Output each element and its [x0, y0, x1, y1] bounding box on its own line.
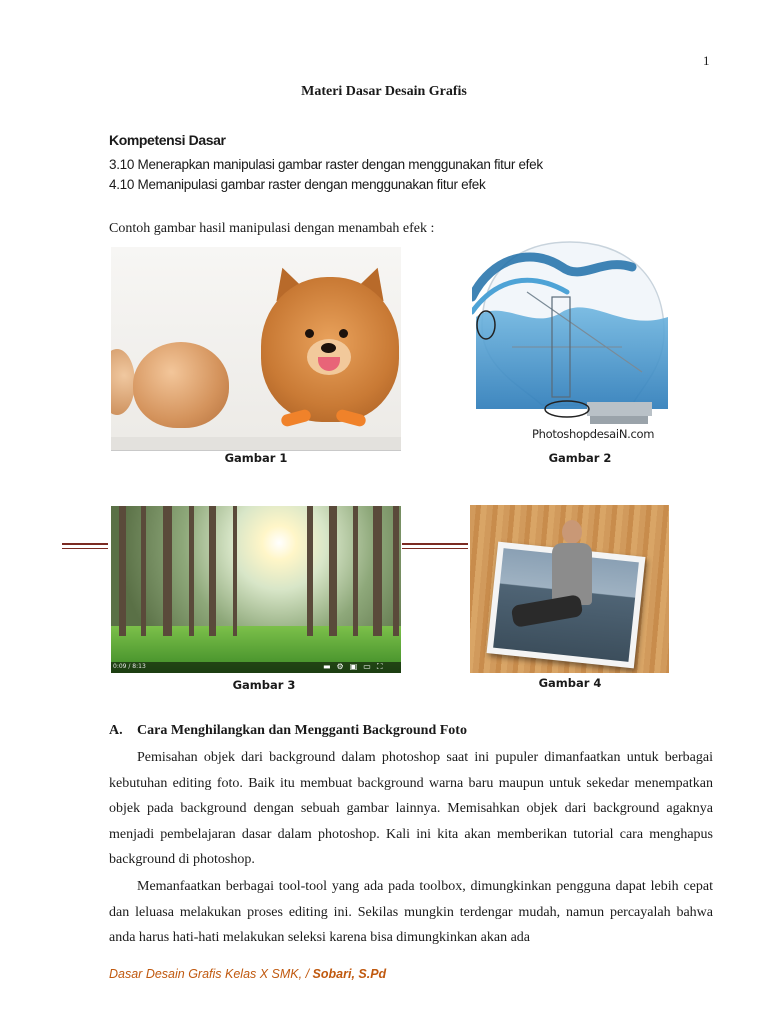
tree-trunk — [307, 506, 313, 636]
decorative-rule — [402, 548, 468, 549]
figure-caption: Gambar 1 — [224, 451, 288, 465]
paragraph-text: Pemisahan objek dari background dalam photoshop saat ini pupuler dimanfaatkan untuk berbagai kebutuhan editing foto. Baik itu membuat background warna baru maupun untuk sekedar menempatkan objek pada background dengan sebuah gambar lainnya. Memisahkan objek dari background agaknya menjadi pembelajaran dasar dalam photoshop. Kali ini kita akan memberikan tutorial cara menghapus background di photoshop. — [109, 750, 713, 867]
tree-trunk — [209, 506, 216, 636]
body-paragraph — [109, 745, 713, 873]
decorative-rule — [62, 548, 108, 549]
chick-foot — [280, 408, 312, 427]
tree-trunk — [373, 506, 382, 636]
watermark-text: PhotoshopdesaiN.com — [532, 427, 655, 441]
footer-author: Sobari, S.Pd — [312, 967, 387, 981]
lightbulb-illustration — [472, 237, 668, 443]
page-footer — [109, 967, 386, 981]
tree-trunk — [163, 506, 172, 636]
tree-trunk — [233, 506, 237, 636]
kompetensi-heading: Kompetensi Dasar — [109, 132, 226, 148]
decorative-rule — [62, 543, 108, 545]
tree-trunk — [393, 506, 399, 636]
broken-eggshell — [111, 349, 135, 415]
figure-caption: Gambar 4 — [538, 676, 602, 690]
body-paragraph — [109, 874, 713, 951]
section-title: Cara Menghilangkan dan Mengganti Background Foto — [137, 723, 467, 738]
table-surface — [111, 437, 401, 450]
footer-text: Dasar Desain Grafis Kelas X SMK, / — [109, 967, 313, 981]
section-letter: A. — [109, 723, 123, 738]
egg-puppy-image — [111, 247, 401, 451]
paragraph-text: Memanfaatkan berbagai tool-tool yang ada pada toolbox, dimungkinkan pengguna dapat lebih cepat dan leluasa melakukan proses editing ini. Sekilas mungkin terdengar mudah, namun percayalah bahwa anda harus hati-hati melakukan seleksi karena bisa dimungkinkan akan ada — [109, 879, 713, 945]
tilted-photo-on-wood-image — [470, 505, 669, 673]
video-controls-icons[interactable]: ▬⚙▣▭⛶ — [323, 662, 389, 671]
kompetensi-item: 3.10 Menerapkan manipulasi gambar raster dengan menggunakan fitur efek — [109, 157, 543, 172]
puppy-eye — [305, 329, 314, 338]
egg — [133, 342, 229, 428]
decorative-rule — [402, 543, 468, 545]
page-number: 1 — [703, 53, 710, 68]
section-heading — [109, 723, 467, 739]
example-intro-text: Contoh gambar hasil manipulasi dengan menambah efek : — [109, 221, 435, 236]
tree-trunk — [189, 506, 194, 636]
document-title: Materi Dasar Desain Grafis — [301, 84, 467, 99]
tree-trunk — [119, 506, 126, 636]
tree-trunk — [353, 506, 358, 636]
figure-caption: Gambar 2 — [548, 451, 612, 465]
tree-trunk — [141, 506, 146, 636]
kompetensi-item: 4.10 Memanipulasi gambar raster dengan menggunakan fitur efek — [109, 177, 486, 192]
person-head — [562, 520, 582, 544]
figure-caption: Gambar 3 — [232, 678, 296, 692]
video-time: 0:09 / 8:13 — [113, 663, 146, 670]
puppy-eye — [339, 329, 348, 338]
forest-video-image — [111, 506, 401, 673]
puppy-nose — [321, 343, 336, 353]
tree-trunk — [329, 506, 337, 636]
lightbulb-water-image — [472, 237, 668, 443]
